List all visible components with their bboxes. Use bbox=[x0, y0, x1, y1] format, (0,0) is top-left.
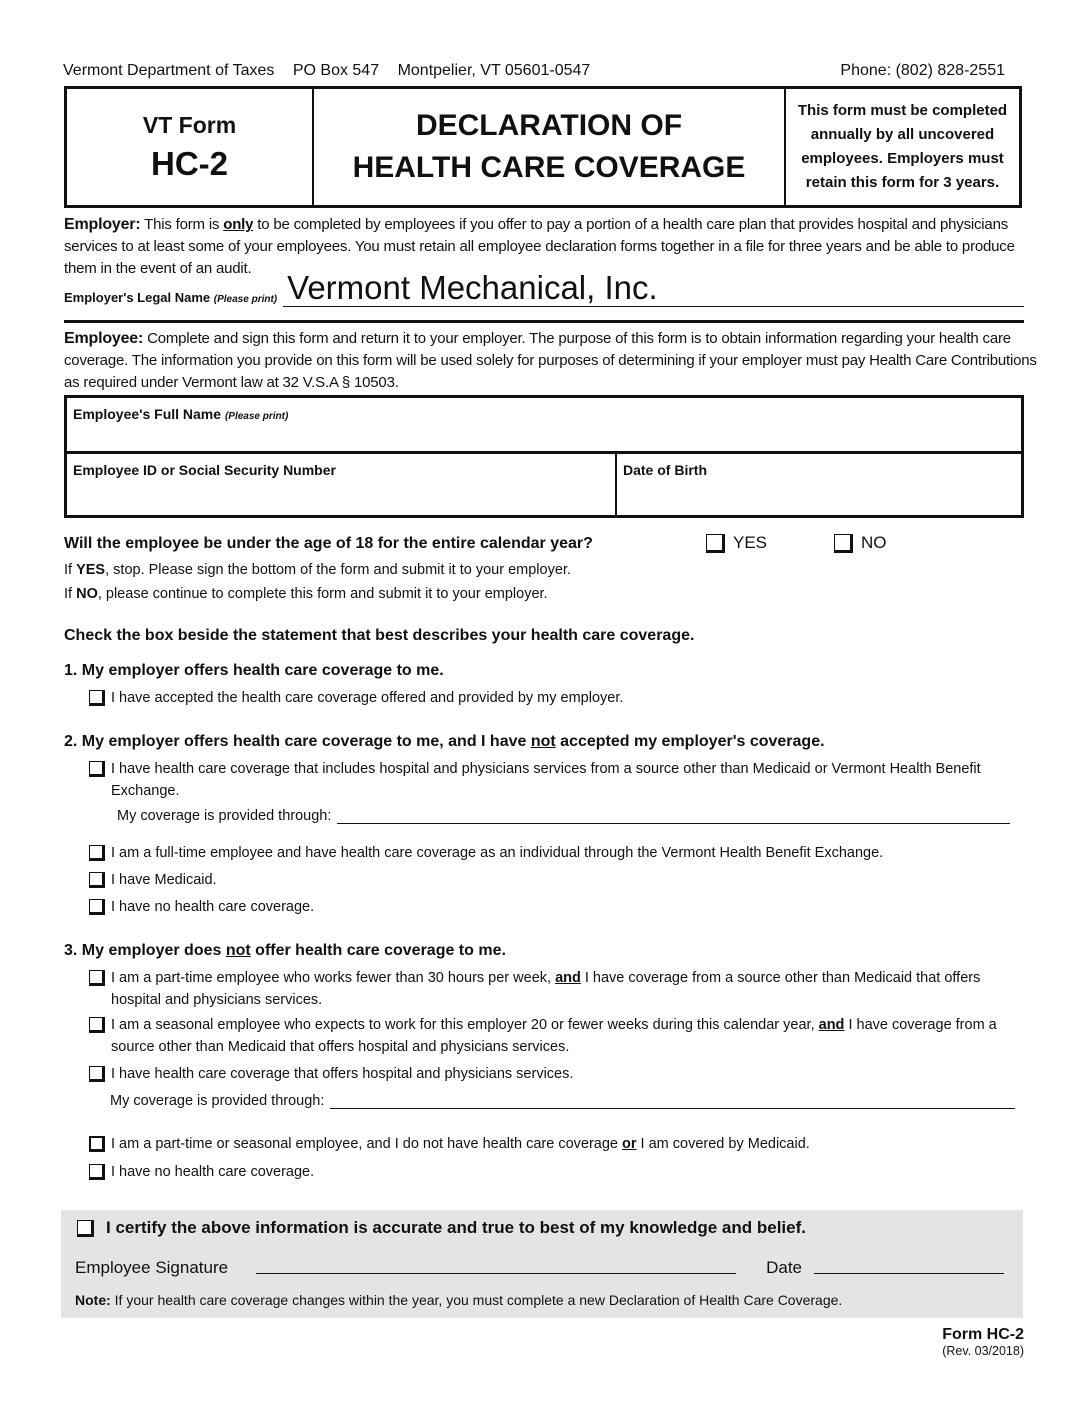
provided-through-label: My coverage is provided through: bbox=[117, 808, 332, 824]
provided-through-field[interactable] bbox=[330, 1094, 1015, 1109]
signature-date-field[interactable] bbox=[814, 1263, 1004, 1274]
option-label: I have no health care coverage. bbox=[111, 899, 315, 915]
age-yes-label: YES bbox=[733, 533, 768, 552]
signature-label: Employee Signature bbox=[75, 1258, 229, 1277]
option-label: I am a seasonal employee who expects to work for this employer 20 or fewer weeks during this calendar year, and I have coverage from a source other than Medicaid that offers hospital and physicians services. bbox=[111, 1017, 997, 1055]
section1-heading: 1. My employer offers health care coverage to me. bbox=[64, 662, 444, 679]
please-print-hint: (Please print) bbox=[224, 411, 289, 422]
option-label: I am a part-time employee who works fewer than 30 hours per week, and I have coverage from a source other than Medicaid that offers hospital and physicians services. bbox=[111, 970, 981, 1008]
employee-full-name-field[interactable] bbox=[67, 398, 1021, 454]
checkbox[interactable] bbox=[89, 1164, 105, 1180]
form-label: VT Form bbox=[142, 111, 237, 138]
s3-option-part-time[interactable] bbox=[89, 967, 1009, 1011]
employee-text: Complete and sign this form and return it to your employer. The purpose of this form is to obtain information regarding your health care coverage. The information you provide on this form will be used solely for purposes of determining if your employer must pay Health Care Contributions as required under Vermont law at 32 V.S.A § 10503. bbox=[64, 330, 1037, 391]
employer-legal-name-field[interactable]: Vermont Mechanical, Inc. bbox=[283, 270, 1024, 307]
option-label: I have health care coverage that includes hospital and physicians services from a source other than Medicaid or Vermont Health Benefit Exchange. bbox=[111, 761, 981, 799]
age-yes-option[interactable] bbox=[706, 533, 767, 553]
city-state-zip: Montpelier, VT 05601-0547 bbox=[397, 62, 591, 79]
form-footer bbox=[942, 1326, 1024, 1358]
certify-checkbox[interactable] bbox=[77, 1220, 94, 1237]
if-yes-instruction: If YES, stop. Please sign the bottom of the form and submit it to your employer. bbox=[64, 562, 571, 578]
employee-full-name-label: Employee's Full Name bbox=[73, 406, 222, 422]
employee-instructions bbox=[64, 328, 1044, 394]
checkbox[interactable] bbox=[89, 899, 105, 915]
s2-option-exchange[interactable] bbox=[89, 842, 1009, 864]
provided-through-label: My coverage is provided through: bbox=[110, 1093, 325, 1109]
section-divider bbox=[64, 320, 1024, 323]
date-of-birth-label: Date of Birth bbox=[623, 462, 707, 478]
po-box: PO Box 547 bbox=[292, 62, 380, 79]
employer-lead: Employer: bbox=[64, 216, 141, 233]
footer-form-number: Form HC-2 bbox=[942, 1326, 1024, 1343]
form-title-line2: HEALTH CARE COVERAGE bbox=[352, 151, 746, 184]
checkbox[interactable] bbox=[89, 1136, 105, 1152]
checkbox[interactable] bbox=[89, 1017, 105, 1033]
s3-option-no-coverage-or-medicaid[interactable] bbox=[89, 1133, 1009, 1155]
s1-option-accepted[interactable] bbox=[89, 687, 1009, 709]
employee-lead: Employee: bbox=[64, 330, 144, 347]
form-header bbox=[64, 86, 1022, 208]
date-label: Date bbox=[766, 1258, 803, 1277]
s2-provided-through-row bbox=[117, 808, 1010, 824]
option-label: I have health care coverage that offers hospital and physicians services. bbox=[111, 1066, 574, 1082]
s3-provided-through-row bbox=[110, 1093, 1015, 1109]
age-no-label: NO bbox=[861, 533, 887, 552]
certify-statement: I certify the above information is accurate and true to best of my knowledge and belief. bbox=[106, 1218, 806, 1237]
form-title-line1: DECLARATION OF bbox=[415, 109, 683, 142]
checkbox[interactable] bbox=[89, 970, 105, 986]
provided-through-field[interactable] bbox=[337, 809, 1010, 824]
form-number: HC-2 bbox=[150, 144, 228, 182]
date-of-birth-field[interactable] bbox=[617, 454, 1021, 515]
signature-field[interactable] bbox=[256, 1263, 736, 1274]
employer-text-a: This form is bbox=[140, 216, 224, 233]
option-label: I have accepted the health care coverage offered and provided by my employer. bbox=[111, 690, 624, 706]
option-label: I have Medicaid. bbox=[111, 872, 217, 888]
s2-option-medicaid[interactable] bbox=[89, 869, 1009, 891]
s3-option-has-coverage[interactable] bbox=[89, 1063, 1009, 1085]
checkbox[interactable] bbox=[89, 690, 105, 706]
option-label: I am a part-time or seasonal employee, and I do not have health care coverage or I am covered by Medicaid. bbox=[111, 1136, 810, 1152]
checkbox[interactable] bbox=[89, 761, 105, 777]
employee-id-label: Employee ID or Social Security Number bbox=[73, 462, 336, 478]
footer-revision: (Rev. 03/2018) bbox=[942, 1344, 1024, 1358]
coverage-instruction: Check the box beside the statement that best describes your health care coverage. bbox=[64, 627, 695, 644]
employee-info-grid bbox=[64, 395, 1024, 518]
s2-option-no-coverage[interactable] bbox=[89, 896, 1009, 918]
checkbox[interactable] bbox=[89, 845, 105, 861]
employer-legal-name-label: Employer's Legal Name (Please print) bbox=[64, 290, 278, 305]
option-label: I have no health care coverage. bbox=[111, 1164, 315, 1180]
s3-option-no-coverage[interactable] bbox=[89, 1161, 1009, 1183]
age-question: Will the employee be under the age of 18 for the entire calendar year? bbox=[64, 535, 593, 552]
employer-legal-name-row bbox=[64, 270, 1024, 307]
age-no-option[interactable] bbox=[834, 533, 887, 553]
checkbox[interactable] bbox=[89, 872, 105, 888]
form-id-cell bbox=[67, 89, 314, 205]
if-no-instruction: If NO, please continue to complete this form and submit it to your employer. bbox=[64, 586, 548, 602]
section2-heading: 2. My employer offers health care coverage to me, and I have not accepted my employer's coverage. bbox=[64, 733, 825, 750]
s3-option-seasonal[interactable] bbox=[89, 1014, 1019, 1058]
agency-name: Vermont Department of Taxes bbox=[63, 62, 275, 79]
certify-option[interactable] bbox=[77, 1218, 806, 1238]
certification-box bbox=[61, 1210, 1023, 1318]
section3-heading: 3. My employer does not offer health care coverage to me. bbox=[64, 942, 506, 959]
retention-notice: This form must be completed annually by all uncovered employees. Employers must retain this form for 3 years. bbox=[797, 102, 1008, 191]
checkbox[interactable] bbox=[89, 1066, 105, 1082]
s2-option-other-source[interactable] bbox=[89, 758, 1009, 802]
age-yes-checkbox[interactable] bbox=[706, 534, 725, 553]
form-title-cell bbox=[314, 89, 786, 205]
option-label: I am a full-time employee and have health care coverage as an individual through the Vermont Health Benefit Exchange. bbox=[111, 845, 884, 861]
age-no-checkbox[interactable] bbox=[834, 534, 853, 553]
signature-row bbox=[75, 1258, 1005, 1278]
coverage-change-note: Note: If your health care coverage changes within the year, you must complete a new Declaration of Health Care Coverage. bbox=[75, 1292, 843, 1308]
only-emphasis: only bbox=[223, 216, 254, 233]
employee-id-field[interactable] bbox=[67, 454, 617, 515]
agency-phone: Phone: (802) 828-2551 bbox=[840, 62, 1005, 79]
agency-address-line bbox=[63, 62, 1005, 80]
employer-text-b: to be completed by employees if you offer to pay a portion of a health care plan that provides hospital and physicians services to at least some of your employees. You must retain all employee declaration forms together in a file for three years and be able to produce them in the event of an audit. bbox=[64, 216, 1015, 277]
